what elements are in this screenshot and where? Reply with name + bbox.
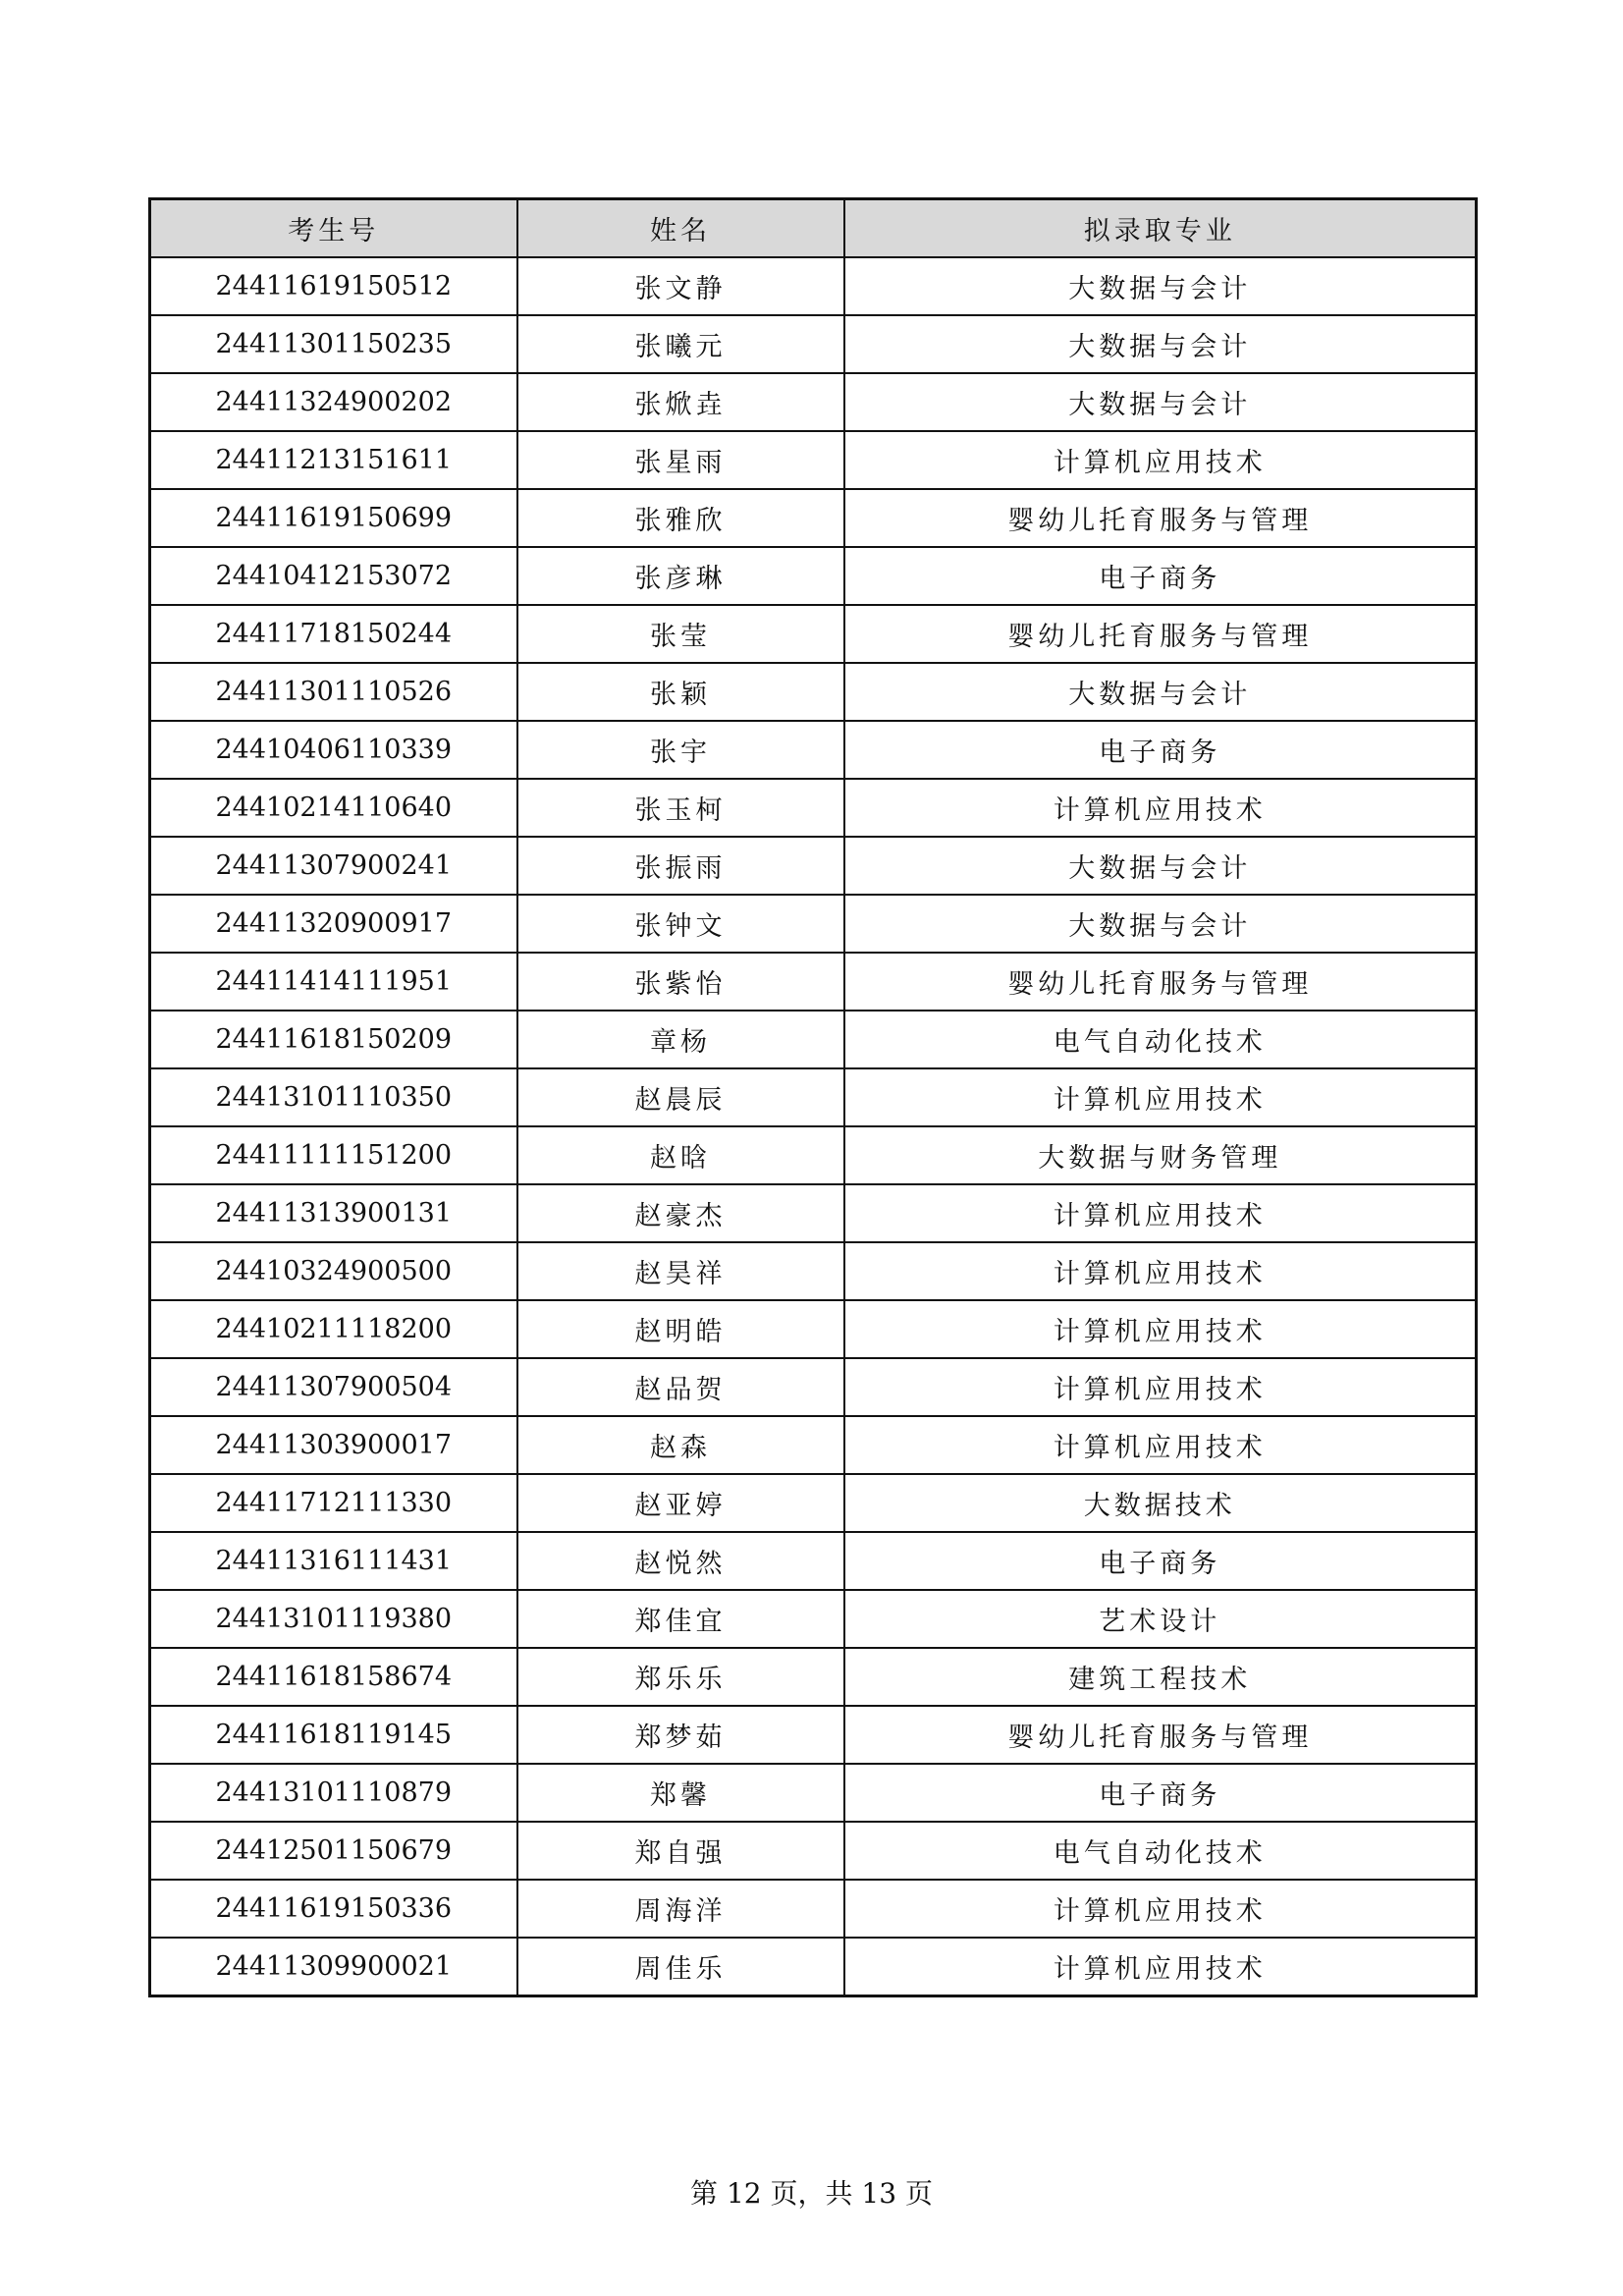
cell-candidate-id: 24411619150512: [150, 257, 517, 315]
table-row: [150, 1706, 1477, 1764]
cell-major: 计算机应用技术: [844, 431, 1477, 489]
table-row: [150, 373, 1477, 431]
cell-name: 赵森: [517, 1416, 844, 1474]
cell-name: 张颖: [517, 663, 844, 721]
admission-table: [148, 197, 1478, 1997]
cell-candidate-id: 24413101119380: [150, 1590, 517, 1648]
cell-major: 电子商务: [844, 721, 1477, 779]
table-row: [150, 1068, 1477, 1126]
cell-name: 张宇: [517, 721, 844, 779]
cell-major: 电气自动化技术: [844, 1011, 1477, 1068]
cell-name: 赵昊祥: [517, 1242, 844, 1300]
table-row: [150, 1242, 1477, 1300]
cell-candidate-id: 24411309900021: [150, 1938, 517, 1996]
cell-candidate-id: 24411303900017: [150, 1416, 517, 1474]
table-row: [150, 1011, 1477, 1068]
footer-prefix: 第: [690, 2177, 719, 2210]
page-footer: [0, 2172, 1623, 2212]
cell-candidate-id: 24411307900504: [150, 1358, 517, 1416]
cell-candidate-id: 24410214110640: [150, 779, 517, 837]
cell-major: 婴幼儿托育服务与管理: [844, 605, 1477, 663]
footer-total-pages: 13: [861, 2177, 897, 2210]
table-row: [150, 605, 1477, 663]
cell-candidate-id: 24411316111431: [150, 1532, 517, 1590]
cell-candidate-id: 24411307900241: [150, 837, 517, 895]
cell-major: 计算机应用技术: [844, 1938, 1477, 1996]
cell-candidate-id: 24411619150336: [150, 1880, 517, 1938]
cell-name: 赵豪杰: [517, 1184, 844, 1242]
cell-name: 赵晨辰: [517, 1068, 844, 1126]
table-row: [150, 953, 1477, 1011]
table-row: [150, 315, 1477, 373]
cell-candidate-id: 24411111151200: [150, 1126, 517, 1184]
cell-candidate-id: 24412501150679: [150, 1822, 517, 1880]
cell-name: 张彦琳: [517, 547, 844, 605]
header-row: [150, 199, 1477, 258]
cell-major: 电气自动化技术: [844, 1822, 1477, 1880]
cell-major: 建筑工程技术: [844, 1648, 1477, 1706]
cell-name: 赵悦然: [517, 1532, 844, 1590]
header-name: 姓名: [517, 199, 844, 258]
cell-name: 张钟文: [517, 895, 844, 953]
table-row: [150, 257, 1477, 315]
cell-candidate-id: 24413101110350: [150, 1068, 517, 1126]
cell-major: 大数据与会计: [844, 257, 1477, 315]
cell-candidate-id: 24410412153072: [150, 547, 517, 605]
cell-major: 大数据与会计: [844, 663, 1477, 721]
table-header: [150, 199, 1477, 258]
cell-name: 张雅欣: [517, 489, 844, 547]
cell-major: 计算机应用技术: [844, 779, 1477, 837]
cell-candidate-id: 24410406110339: [150, 721, 517, 779]
cell-name: 郑乐乐: [517, 1648, 844, 1706]
cell-major: 大数据技术: [844, 1474, 1477, 1532]
cell-candidate-id: 24410211118200: [150, 1300, 517, 1358]
cell-name: 章杨: [517, 1011, 844, 1068]
table-row: [150, 489, 1477, 547]
cell-candidate-id: 24411718150244: [150, 605, 517, 663]
table-row: [150, 663, 1477, 721]
cell-major: 大数据与会计: [844, 373, 1477, 431]
cell-candidate-id: 24413101110879: [150, 1764, 517, 1822]
table-row: [150, 1126, 1477, 1184]
table-row: [150, 895, 1477, 953]
table-row: [150, 1184, 1477, 1242]
table-row: [150, 721, 1477, 779]
cell-name: 郑佳宜: [517, 1590, 844, 1648]
cell-major: 电子商务: [844, 1764, 1477, 1822]
cell-name: 郑馨: [517, 1764, 844, 1822]
table-row: [150, 779, 1477, 837]
header-candidate-id: 考生号: [150, 199, 517, 258]
cell-candidate-id: 24410324900500: [150, 1242, 517, 1300]
cell-candidate-id: 24411712111330: [150, 1474, 517, 1532]
cell-candidate-id: 24411618150209: [150, 1011, 517, 1068]
cell-major: 计算机应用技术: [844, 1184, 1477, 1242]
cell-major: 计算机应用技术: [844, 1880, 1477, 1938]
footer-suffix: 页: [904, 2177, 933, 2210]
cell-candidate-id: 24411618119145: [150, 1706, 517, 1764]
cell-major: 婴幼儿托育服务与管理: [844, 1706, 1477, 1764]
cell-major: 计算机应用技术: [844, 1242, 1477, 1300]
cell-name: 赵明皓: [517, 1300, 844, 1358]
cell-candidate-id: 24411301150235: [150, 315, 517, 373]
cell-major: 计算机应用技术: [844, 1068, 1477, 1126]
table-row: [150, 431, 1477, 489]
table-row: [150, 547, 1477, 605]
table-row: [150, 1648, 1477, 1706]
cell-major: 电子商务: [844, 1532, 1477, 1590]
cell-name: 赵亚婷: [517, 1474, 844, 1532]
table-row: [150, 1358, 1477, 1416]
cell-name: 张文静: [517, 257, 844, 315]
cell-candidate-id: 24411213151611: [150, 431, 517, 489]
table-row: [150, 1938, 1477, 1996]
cell-name: 周海洋: [517, 1880, 844, 1938]
cell-candidate-id: 24411313900131: [150, 1184, 517, 1242]
cell-candidate-id: 24411618158674: [150, 1648, 517, 1706]
cell-name: 张曦元: [517, 315, 844, 373]
cell-name: 赵晗: [517, 1126, 844, 1184]
cell-major: 艺术设计: [844, 1590, 1477, 1648]
table-row: [150, 1822, 1477, 1880]
cell-candidate-id: 24411619150699: [150, 489, 517, 547]
cell-major: 大数据与会计: [844, 837, 1477, 895]
cell-major: 计算机应用技术: [844, 1416, 1477, 1474]
cell-major: 大数据与财务管理: [844, 1126, 1477, 1184]
cell-name: 张莹: [517, 605, 844, 663]
cell-name: 郑自强: [517, 1822, 844, 1880]
table-row: [150, 837, 1477, 895]
table-row: [150, 1300, 1477, 1358]
cell-candidate-id: 24411320900917: [150, 895, 517, 953]
cell-major: 大数据与会计: [844, 315, 1477, 373]
cell-name: 张振雨: [517, 837, 844, 895]
table-row: [150, 1764, 1477, 1822]
cell-major: 大数据与会计: [844, 895, 1477, 953]
footer-middle: 页，共: [770, 2177, 853, 2210]
table-row: [150, 1880, 1477, 1938]
footer-current-page: 12: [726, 2177, 762, 2210]
cell-major: 电子商务: [844, 547, 1477, 605]
cell-name: 张焮垚: [517, 373, 844, 431]
cell-major: 婴幼儿托育服务与管理: [844, 489, 1477, 547]
cell-candidate-id: 24411414111951: [150, 953, 517, 1011]
cell-name: 张紫怡: [517, 953, 844, 1011]
cell-name: 郑梦茹: [517, 1706, 844, 1764]
header-major: 拟录取专业: [844, 199, 1477, 258]
table-row: [150, 1474, 1477, 1532]
table-row: [150, 1590, 1477, 1648]
cell-major: 婴幼儿托育服务与管理: [844, 953, 1477, 1011]
cell-candidate-id: 24411301110526: [150, 663, 517, 721]
cell-candidate-id: 24411324900202: [150, 373, 517, 431]
cell-name: 张星雨: [517, 431, 844, 489]
table-row: [150, 1416, 1477, 1474]
cell-major: 计算机应用技术: [844, 1358, 1477, 1416]
cell-name: 周佳乐: [517, 1938, 844, 1996]
cell-name: 张玉柯: [517, 779, 844, 837]
cell-major: 计算机应用技术: [844, 1300, 1477, 1358]
table-row: [150, 1532, 1477, 1590]
table-body: [150, 257, 1477, 1996]
cell-name: 赵品贺: [517, 1358, 844, 1416]
